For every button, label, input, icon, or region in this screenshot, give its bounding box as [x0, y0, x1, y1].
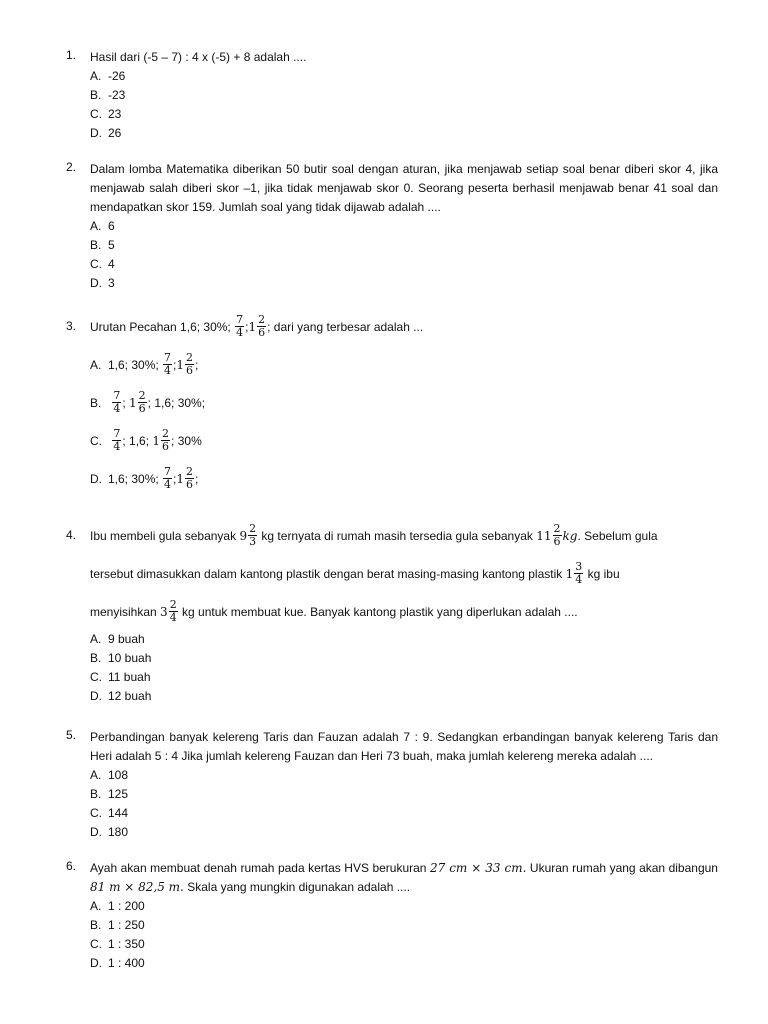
question-text: Ayah akan membuat denah rumah pada kertas HVS berukuran 27 cm × 33 cm. Ukuran rumah yang akan dibangun 81 m × 82,5 m. Skala yang mungkin digunakan adalah .... [90, 861, 718, 894]
options-list [90, 897, 718, 973]
option-b: B. 1 : 250 [90, 918, 145, 932]
question-1 [66, 48, 718, 143]
options-list [90, 630, 718, 706]
option-c: C. 4 [90, 257, 115, 271]
options-list [90, 766, 718, 842]
question-text: Hasil dari (-5 – 7) : 4 x (-5) + 8 adalah .... [90, 50, 307, 64]
question-4 [66, 516, 718, 706]
option-d: D. 1 : 400 [90, 956, 145, 970]
option-a: A. -26 [90, 69, 126, 83]
question-text: Urutan Pecahan 1,6; 30%; $\frac{7}{4}$ ;1 $\frac{2}{6}$ ; dari yang terbesar adalah ... [90, 313, 424, 340]
option-d: D. 180 [90, 825, 129, 839]
question-2 [66, 160, 718, 293]
question-number: 4. [66, 528, 77, 542]
option-b: B. $\frac{7}{4}$ ; 1 $\frac{2}{6}$ ; 1,6; 30%; [90, 389, 206, 416]
question-text: Perbandingan banyak kelereng Taris dan Fauzan adalah 7 : 9. Sedangkan erbandingan banyak kelereng Taris dan Heri adalah 5 : 4 Jika jumlah kelereng Fauzan dan Heri 73 buah, maka jumlah kelereng mereka adalah .... [90, 730, 718, 763]
option-b: B. 10 buah [90, 651, 152, 665]
option-a: A. 108 [90, 768, 129, 782]
question-line-3: menyisihkan 3 $\frac{2}{4}$ kg untuk membuat kue. Banyak kantong plastik yang diperlukan adalah .... [90, 598, 578, 625]
option-a: A. 6 [90, 219, 115, 233]
option-c: C. 11 buah [90, 670, 151, 684]
option-d: D. 12 buah [90, 689, 152, 703]
option-d: D. 1,6; 30%; $\frac{7}{4}$ ;1 $\frac{2}{6}$ ; [90, 465, 199, 492]
option-b: B. -23 [90, 88, 126, 102]
question-number: 2. [66, 160, 77, 174]
question-number: 3. [66, 319, 77, 333]
option-c: C. 1 : 350 [90, 937, 145, 951]
question-number: 1. [66, 48, 77, 62]
question-line-2: tersebut dimasukkan dalam kantong plastik dengan berat masing-masing kantong plastik 1 $\frac{3}{4}$ kg ibu [90, 560, 620, 587]
question-number: 6. [66, 859, 77, 873]
fraction: $\frac{2}{6}$ [258, 313, 266, 340]
option-c: C. $\frac{7}{4}$ ; 1,6; 1 $\frac{2}{6}$ ; 30% [90, 427, 202, 454]
question-6 [66, 859, 718, 973]
option-c: C. 23 [90, 107, 122, 121]
question-text: Dalam lomba Matematika diberikan 50 butir soal dengan aturan, jika menjawab setiap soal benar diberi skor 4, jika menjawab salah diberi skor –1, jika tidak menjawab skor 0. Seorang peserta berhasil menjawab benar 41 soal dan mendapatkan skor 159. Jumlah soal yang tidak dijawab adalah .... [90, 162, 718, 214]
option-b: B. 5 [90, 238, 115, 252]
option-d: D. 3 [90, 276, 115, 290]
option-a: A. 1 : 200 [90, 899, 145, 913]
question-number: 5. [66, 728, 77, 742]
question-5 [66, 728, 718, 842]
option-c: C. 144 [90, 806, 129, 820]
fraction: $\frac{7}{4}$ [236, 313, 244, 340]
option-a: A. 1,6; 30%; $\frac{7}{4}$ ;1 $\frac{2}{6}$ ; [90, 351, 199, 378]
option-d: D. 26 [90, 126, 122, 140]
option-a: A. 9 buah [90, 632, 145, 646]
question-3 [66, 307, 718, 497]
options-list [90, 67, 718, 143]
question-line-1: Ibu membeli gula sebanyak 9 $\frac{2}{3}$ kg ternyata di rumah masih tersedia gula sebanyak 11 $\frac{2}{6}$ kg. Sebelum gula [90, 522, 658, 549]
options-list [90, 217, 718, 293]
options-list [90, 345, 718, 497]
option-b: B. 125 [90, 787, 129, 801]
